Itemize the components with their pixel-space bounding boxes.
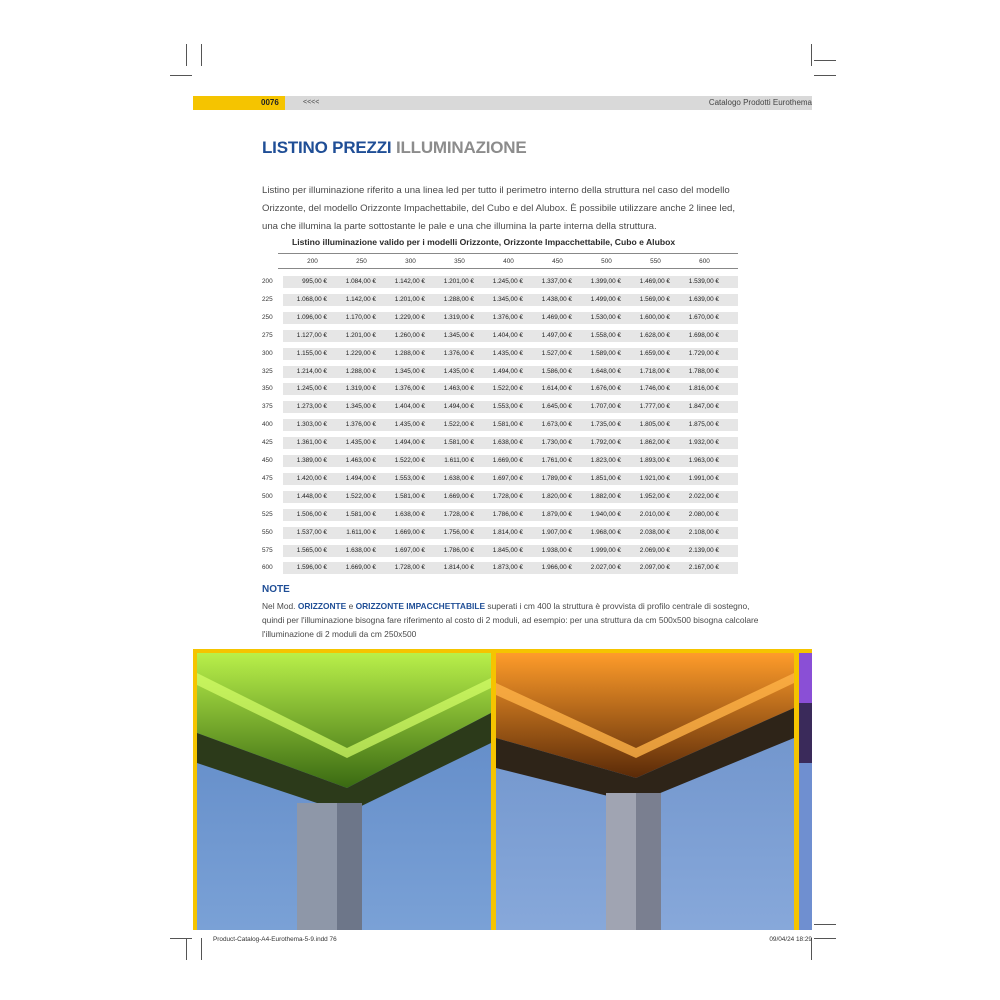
page-title-part1: LISTINO PREZZI (262, 138, 392, 157)
intro-paragraph: Listino per illuminazione riferito a una linea led per tutto il perimetro interno della struttura nel caso del modello Orizzonte, del modello Orizzonte Impachettabile, del Cubo e del Alubox. È possibile utilizzare anche 2 linee led, una che illumina la parte sottostante le pale e una che illumina la parte interna della struttura. (262, 185, 736, 232)
table-cell: 1.611,00 € (346, 528, 376, 536)
table-cell: 1.435,00 € (345, 439, 376, 447)
table-cell: 1.494,00 € (492, 367, 523, 375)
table-cell: 1.404,00 € (492, 331, 523, 339)
table-row-label: 225 (262, 295, 273, 303)
table-cell: 2.038,00 € (639, 528, 670, 536)
table-cell: 1.068,00 € (296, 295, 327, 303)
green-led-pergola-photo (197, 653, 491, 930)
note-body: superati i cm 400 la struttura è provvista di profilo centrale di sostegno, quindi per l'illuminazione bisogna fare riferimento al costo di 2 moduli, ad esempio: per una struttura da cm 500x500 bisogna calcolare l'illuminazione di 2 moduli da cm 250x500 (262, 601, 759, 639)
table-cell: 1.435,00 € (492, 349, 523, 357)
table-cell: 1.288,00 € (443, 295, 474, 303)
table-column-header: 600 (699, 258, 710, 265)
table-cell: 1.968,00 € (590, 528, 621, 536)
crop-mark (170, 75, 192, 76)
note-prefix: Nel Mod. (262, 601, 296, 611)
table-row-label: 575 (262, 546, 273, 554)
table-column-headers (278, 256, 738, 268)
table-cell: 1.697,00 € (492, 474, 523, 482)
note-model-orizzonte-impacchettabile: ORIZZONTE IMPACCHETTABILE (355, 601, 486, 611)
table-cell: 2.022,00 € (688, 492, 719, 500)
table-cell: 1.638,00 € (394, 510, 425, 518)
table-cell: 1.669,00 € (492, 457, 523, 464)
table-row-label: 425 (262, 439, 273, 447)
table-cell: 1.697,00 € (394, 546, 425, 554)
table-cell: 1.096,00 € (296, 313, 327, 321)
table-cell: 1.698,00 € (688, 331, 719, 339)
table-cell: 1.469,00 € (541, 313, 572, 321)
table-column-header: 550 (650, 258, 661, 265)
crop-mark (814, 60, 836, 61)
table-cell: 1.728,00 € (492, 492, 523, 500)
table-row-label: 200 (262, 278, 273, 285)
table-cell: 1.155,00 € (296, 349, 327, 357)
table-cell: 1.201,00 € (394, 295, 425, 303)
table-cell: 1.873,00 € (492, 564, 523, 572)
table-cell: 1.376,00 € (345, 421, 376, 429)
table-cell: 1.669,00 € (443, 492, 474, 500)
table-cell: 1.435,00 € (394, 421, 425, 429)
table-cell: 1.463,00 € (345, 457, 376, 464)
table-cell: 1.707,00 € (590, 403, 621, 411)
table-cell: 1.659,00 € (639, 349, 670, 357)
table-cell: 1.952,00 € (639, 492, 670, 500)
table-cell: 1.669,00 € (394, 528, 425, 536)
table-cell: 1.345,00 € (394, 367, 425, 375)
table-cell: 1.581,00 € (345, 510, 376, 518)
note-joiner: e (348, 601, 354, 611)
table-cell: 1.921,00 € (639, 474, 670, 482)
crop-mark (186, 44, 187, 66)
crop-mark (814, 924, 836, 925)
table-cell: 1.273,00 € (296, 403, 327, 411)
table-cell: 1.907,00 € (541, 528, 572, 536)
table-cell: 995,00 € (302, 278, 327, 285)
table-cell: 1.438,00 € (541, 295, 572, 303)
table-cell: 1.788,00 € (688, 367, 719, 375)
table-cell: 1.142,00 € (345, 295, 376, 303)
table-cell: 1.786,00 € (492, 510, 523, 518)
table-cell: 1.376,00 € (443, 349, 474, 357)
table-row-label: 600 (262, 564, 273, 572)
table-cell: 1.596,00 € (296, 564, 327, 572)
page-title-part2: ILLUMINAZIONE (395, 138, 527, 157)
table-cell: 1.201,00 € (443, 278, 474, 285)
table-rule (278, 253, 738, 254)
table-cell: 1.303,00 € (296, 421, 327, 429)
table-cell: 1.670,00 € (688, 313, 719, 321)
table-cell: 1.399,00 € (590, 278, 621, 285)
table-column-header: 300 (405, 258, 416, 265)
table-cell: 1.389,00 € (296, 457, 327, 464)
table-row-label: 250 (262, 313, 273, 321)
table-cell: 1.786,00 € (443, 546, 474, 554)
table-cell: 1.569,00 € (639, 295, 670, 303)
table-cell: 1.673,00 € (541, 421, 572, 429)
table-cell: 1.448,00 € (296, 492, 327, 500)
footer-file-info: Product-Catalog-A4-Eurothema-5-9.indd 76 (213, 936, 337, 943)
note-title: NOTE (262, 584, 290, 595)
table-cell: 1.463,00 € (443, 385, 474, 393)
table-cell: 1.539,00 € (688, 278, 719, 285)
table-cell: 1.319,00 € (345, 385, 376, 393)
table-cell: 1.893,00 € (639, 457, 670, 464)
table-column-header: 450 (552, 258, 563, 265)
table-cell: 1.638,00 € (345, 546, 376, 554)
table-cell: 1.494,00 € (394, 439, 425, 447)
table-cell: 2.027,00 € (590, 564, 621, 572)
table-cell: 1.581,00 € (394, 492, 425, 500)
table-cell: 1.229,00 € (394, 313, 425, 321)
table-cell: 1.260,00 € (394, 331, 425, 339)
table-cell: 1.522,00 € (394, 457, 425, 464)
table-cell: 1.991,00 € (688, 474, 719, 482)
crop-mark (201, 938, 202, 960)
table-cell: 1.735,00 € (590, 421, 621, 429)
table-cell: 1.581,00 € (443, 439, 474, 447)
table-cell: 1.728,00 € (443, 510, 474, 518)
table-cell: 1.746,00 € (639, 385, 670, 393)
table-cell: 1.553,00 € (492, 403, 523, 411)
table-cell: 2.167,00 € (688, 564, 719, 572)
note-text (262, 599, 762, 641)
table-cell: 1.245,00 € (296, 385, 327, 393)
table-cell: 1.600,00 € (639, 313, 670, 321)
crop-mark (186, 938, 187, 960)
table-row-label: 375 (262, 403, 273, 411)
crop-mark (814, 938, 836, 939)
table-cell: 1.127,00 € (296, 331, 327, 339)
table-cell: 1.506,00 € (296, 510, 327, 518)
table-cell: 1.530,00 € (590, 313, 621, 321)
table-cell: 1.999,00 € (590, 546, 621, 554)
table-cell: 1.676,00 € (590, 385, 621, 393)
table-cell: 1.823,00 € (590, 457, 621, 464)
table-cell: 1.245,00 € (492, 278, 523, 285)
table-cell: 1.614,00 € (541, 385, 572, 393)
table-cell: 1.527,00 € (541, 349, 572, 357)
table-cell: 1.522,00 € (443, 421, 474, 429)
table-cell: 1.639,00 € (688, 295, 719, 303)
table-cell: 1.728,00 € (394, 564, 425, 572)
crop-mark (811, 44, 812, 66)
table-cell: 2.139,00 € (688, 546, 719, 554)
orange-led-pergola-photo (496, 653, 794, 930)
table-cell: 1.761,00 € (541, 457, 572, 464)
table-cell: 1.537,00 € (296, 528, 327, 536)
table-cell: 1.229,00 € (345, 349, 376, 357)
crop-mark (201, 44, 202, 66)
table-column-header: 500 (601, 258, 612, 265)
table-cell: 1.435,00 € (443, 367, 474, 375)
catalog-title: Catalogo Prodotti Eurothema (708, 98, 812, 107)
table-cell: 1.718,00 € (639, 367, 670, 375)
table-cell: 1.499,00 € (590, 295, 621, 303)
table-row-label: 300 (262, 349, 273, 357)
table-cell: 1.581,00 € (492, 421, 523, 429)
table-cell: 1.805,00 € (639, 421, 670, 429)
table-cell: 1.648,00 € (590, 367, 621, 375)
table-cell: 1.940,00 € (590, 510, 621, 518)
table-cell: 1.847,00 € (688, 403, 719, 411)
footer-date: 09/04/24 18:29 (769, 936, 812, 943)
table-cell: 1.084,00 € (345, 278, 376, 285)
table-cell: 1.497,00 € (541, 331, 572, 339)
table-caption: Listino illuminazione valido per i modelli Orizzonte, Orizzonte Impacchettabile, Cubo e Alubox (292, 237, 676, 247)
table-cell: 1.376,00 € (492, 313, 523, 321)
table-cell: 1.558,00 € (590, 331, 621, 339)
table-row-label: 275 (262, 331, 273, 339)
table-column-header: 400 (503, 258, 514, 265)
table-cell: 1.816,00 € (688, 385, 719, 393)
table-row-label: 525 (262, 510, 273, 518)
table-cell: 1.938,00 € (541, 546, 572, 554)
table-cell: 2.108,00 € (688, 528, 719, 536)
table-cell: 1.142,00 € (394, 278, 425, 285)
table-cell: 1.932,00 € (688, 439, 719, 447)
table-cell: 1.345,00 € (492, 295, 523, 303)
table-cell: 1.337,00 € (541, 278, 572, 285)
table-cell: 1.522,00 € (492, 385, 523, 393)
table-cell: 1.345,00 € (443, 331, 474, 339)
table-column-header: 250 (356, 258, 367, 265)
table-cell: 1.288,00 € (345, 367, 376, 375)
back-link[interactable]: <<<< (303, 99, 320, 106)
table-cell: 1.862,00 € (639, 439, 670, 447)
page-number: 0076 (193, 96, 285, 110)
table-cell: 1.814,00 € (492, 528, 523, 536)
table-row-label: 400 (262, 421, 273, 429)
crop-mark (170, 938, 192, 939)
table-cell: 1.628,00 € (639, 331, 670, 339)
table-cell: 1.729,00 € (688, 349, 719, 357)
table-column-header: 350 (454, 258, 465, 265)
table-cell: 1.756,00 € (443, 528, 474, 536)
table-row-label: 475 (262, 474, 273, 482)
note-model-orizzonte: ORIZZONTE (297, 601, 347, 611)
table-cell: 2.069,00 € (639, 546, 670, 554)
table-cell: 1.565,00 € (296, 546, 327, 554)
table-cell: 1.420,00 € (296, 474, 327, 482)
table-cell: 1.494,00 € (345, 474, 376, 482)
table-cell: 1.963,00 € (688, 457, 719, 464)
table-cell: 1.669,00 € (345, 564, 376, 572)
table-cell: 1.638,00 € (492, 439, 523, 447)
table-cell: 1.820,00 € (541, 492, 572, 500)
table-cell: 1.814,00 € (443, 564, 474, 572)
table-row-label: 350 (262, 385, 273, 393)
page-title (262, 138, 527, 158)
table-cell: 1.345,00 € (345, 403, 376, 411)
table-cell: 1.494,00 € (443, 403, 474, 411)
photo-strip (193, 649, 812, 930)
table-cell: 1.288,00 € (394, 349, 425, 357)
table-cell: 2.080,00 € (688, 510, 719, 518)
table-rule (278, 268, 738, 269)
table-cell: 1.589,00 € (590, 349, 621, 357)
table-cell: 1.851,00 € (590, 474, 621, 482)
table-row-label: 500 (262, 492, 273, 500)
table-cell: 1.319,00 € (443, 313, 474, 321)
table-cell: 1.586,00 € (541, 367, 572, 375)
crop-mark (814, 75, 836, 76)
table-cell: 1.170,00 € (345, 313, 376, 321)
table-cell: 1.376,00 € (394, 385, 425, 393)
table-cell: 1.730,00 € (541, 439, 572, 447)
table-column-header: 200 (307, 258, 318, 265)
table-cell: 1.789,00 € (541, 474, 572, 482)
table-cell: 1.201,00 € (345, 331, 376, 339)
table-cell: 1.845,00 € (492, 546, 523, 554)
table-cell: 1.792,00 € (590, 439, 621, 447)
table-row-label: 550 (262, 528, 273, 536)
table-cell: 1.214,00 € (296, 367, 327, 375)
table-cell: 1.966,00 € (541, 564, 572, 572)
table-cell: 1.879,00 € (541, 510, 572, 518)
table-row-label: 325 (262, 367, 273, 375)
table-row-label: 450 (262, 457, 273, 464)
table-cell: 1.645,00 € (541, 403, 572, 411)
table-cell: 1.875,00 € (688, 421, 719, 429)
purple-led-pergola-photo (799, 653, 812, 930)
table-cell: 2.010,00 € (639, 510, 670, 518)
table-cell: 1.404,00 € (394, 403, 425, 411)
table-cell: 1.882,00 € (590, 492, 621, 500)
table-cell: 1.777,00 € (639, 403, 670, 411)
table-cell: 1.361,00 € (296, 439, 327, 447)
table-cell: 1.522,00 € (345, 492, 376, 500)
table-cell: 1.638,00 € (443, 474, 474, 482)
table-cell: 2.097,00 € (639, 564, 670, 572)
table-cell: 1.469,00 € (639, 278, 670, 285)
table-cell: 1.611,00 € (444, 457, 474, 464)
table-cell: 1.553,00 € (394, 474, 425, 482)
